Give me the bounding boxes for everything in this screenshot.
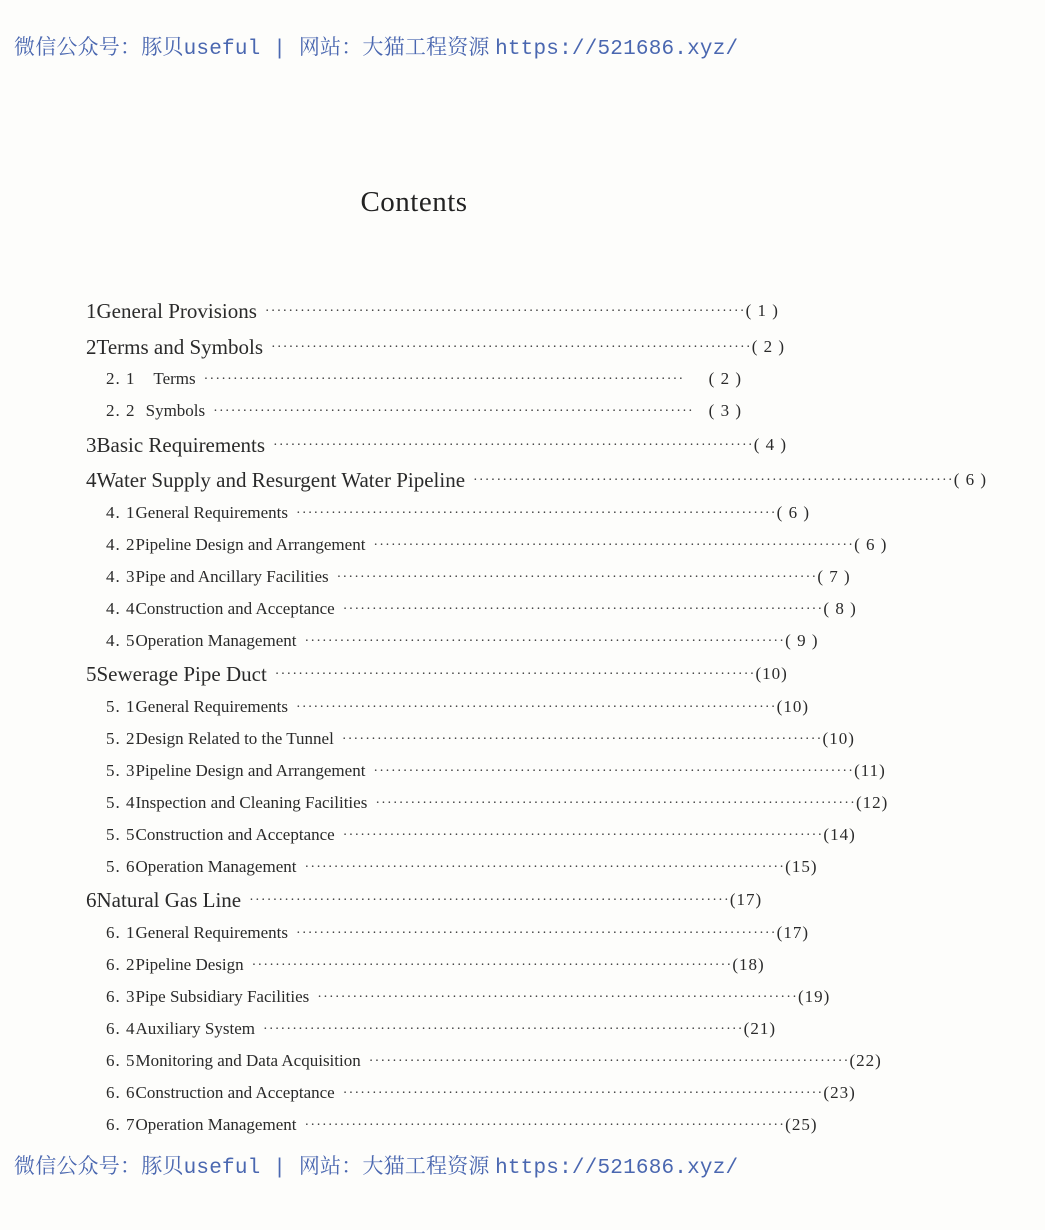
- watermark-prefix: 微信公众号：豚贝: [14, 35, 184, 59]
- toc-entry-number: 6. 5: [106, 1051, 136, 1070]
- toc-entry-page: ( 1 ): [745, 301, 779, 320]
- toc-entry-number: 6: [86, 887, 97, 912]
- toc-entry-page: ( 2 ): [751, 337, 786, 356]
- watermark-brand: useful: [183, 1157, 261, 1180]
- toc-dot-leader: ··················································································: [373, 764, 855, 779]
- toc-entry-title: Operation Management: [135, 631, 297, 650]
- toc-entry-number: 5: [86, 661, 97, 686]
- toc-section-row[interactable]: [0, 1078, 856, 1108]
- toc-entry-number: 3: [86, 432, 97, 457]
- toc-entry-number: 5. 1: [106, 697, 136, 716]
- toc-dot-leader: ··················································································: [295, 926, 777, 941]
- toc-entry-number: 4. 2: [106, 535, 136, 554]
- toc-entry-title: Auxiliary System: [135, 1019, 255, 1038]
- toc-dot-leader: ··················································································: [251, 958, 733, 973]
- toc-section-row[interactable]: [0, 530, 888, 560]
- toc-section-row[interactable]: [0, 594, 857, 624]
- watermark-url[interactable]: https://521686.xyz/: [495, 1157, 739, 1180]
- toc-entry-number: 6. 7: [106, 1115, 136, 1134]
- toc-entry-page: (23): [823, 1083, 856, 1102]
- watermark-top: [14, 31, 794, 61]
- toc-entry-title: General Requirements: [135, 923, 288, 942]
- toc-entry-number: 5. 2: [106, 729, 136, 748]
- toc-dot-leader: ··················································································: [249, 893, 730, 908]
- toc-entry-page: (10): [755, 664, 788, 683]
- toc-chapter-row[interactable]: [0, 885, 800, 915]
- toc-entry-page: ( 2 ): [708, 369, 742, 388]
- toc-section-row[interactable]: [0, 1014, 800, 1044]
- watermark-prefix: 微信公众号：豚贝: [14, 1154, 184, 1178]
- toc-dot-leader: ··················································································: [341, 732, 823, 747]
- watermark-separator: |: [260, 38, 299, 61]
- toc-entry-title: Pipe Subsidiary Facilities: [135, 987, 310, 1006]
- toc-entry-title: Construction and Acceptance: [135, 825, 335, 844]
- toc-dot-leader: ··················································································: [213, 404, 694, 419]
- toc-entry-number: 6. 6: [106, 1083, 136, 1102]
- toc-entry-number: 4. 5: [106, 631, 136, 650]
- toc-dot-leader: ··················································································: [317, 990, 798, 1005]
- toc-entry-title: Water Supply and Resurgent Water Pipeline: [96, 467, 466, 492]
- toc-entry-number: 2: [86, 334, 97, 359]
- toc-section-row[interactable]: [0, 1046, 882, 1076]
- toc-entry-page: (19): [797, 987, 831, 1006]
- toc-entry-title: Construction and Acceptance: [135, 599, 335, 618]
- toc-entry-title: Terms: [153, 369, 196, 388]
- toc-chapter-row[interactable]: [0, 659, 800, 689]
- toc-entry-title: Operation Management: [135, 857, 297, 876]
- toc-entry-title: Pipeline Design: [135, 955, 244, 974]
- toc-dot-leader: ··················································································: [304, 860, 786, 875]
- toc-entry-page: ( 3 ): [708, 401, 742, 420]
- toc-entry-number: 6. 3: [106, 987, 136, 1006]
- toc-entry-number: 5. 4: [106, 793, 136, 812]
- toc-entry-title: Pipe and Ancillary Facilities: [135, 567, 329, 586]
- toc-entry-title: General Requirements: [135, 697, 288, 716]
- toc-dot-leader: ··················································································: [342, 1086, 824, 1101]
- toc-entry-title: Pipeline Design and Arrangement: [135, 761, 366, 780]
- toc-dot-leader: ··················································································: [273, 438, 754, 453]
- toc-entry-title: General Requirements: [135, 503, 288, 522]
- toc-dot-leader: ··················································································: [262, 1022, 744, 1037]
- toc-dot-leader: ··················································································: [375, 796, 857, 811]
- toc-entry-number: 4. 1: [106, 503, 136, 522]
- toc-entry-title: Symbols: [145, 401, 206, 420]
- toc-section-row[interactable]: [0, 692, 809, 722]
- toc-entry-number: 6. 2: [106, 955, 136, 974]
- toc-dot-leader: ··················································································: [274, 667, 756, 682]
- toc-section-row[interactable]: [0, 852, 818, 882]
- toc-entry-page: ( 4 ): [753, 435, 788, 454]
- toc-entry-title: Inspection and Cleaning Facilities: [135, 793, 368, 812]
- toc-dot-leader: ··················································································: [373, 538, 855, 553]
- toc-entry-page: (21): [743, 1019, 776, 1038]
- toc-dot-leader: ··················································································: [304, 634, 786, 649]
- watermark-site-label: 网站：大猫工程资源: [298, 1154, 496, 1178]
- toc-entry-title: Operation Management: [135, 1115, 297, 1134]
- toc-entry-page: ( 6 ): [953, 470, 988, 489]
- toc-section-row[interactable]: [0, 950, 800, 980]
- toc-entry-title: Terms and Symbols: [96, 334, 264, 359]
- toc-entry-title: General Provisions: [96, 298, 257, 323]
- toc-entry-title: Design Related to the Tunnel: [135, 729, 334, 748]
- toc-dot-leader: ··················································································: [304, 1118, 786, 1133]
- toc-entry-page: ( 9 ): [785, 631, 819, 650]
- toc-entry-page: (17): [776, 923, 809, 942]
- toc-section-row[interactable]: [0, 918, 809, 948]
- page-title: Contents: [360, 186, 468, 218]
- toc-entry-number: 6. 1: [106, 923, 136, 942]
- toc-entry-page: ( 7 ): [817, 567, 851, 586]
- toc-entry-page: ( 8 ): [823, 599, 857, 618]
- toc-dot-leader: ··················································································: [203, 372, 685, 387]
- toc-entry-number: 5. 6: [106, 857, 136, 876]
- toc-section-row[interactable]: [0, 982, 831, 1012]
- toc-dot-leader: ··················································································: [342, 602, 824, 617]
- toc-entry-page: ( 6 ): [776, 503, 810, 522]
- toc-section-row[interactable]: [0, 756, 886, 786]
- toc-entry-page: (14): [823, 825, 856, 844]
- toc-section-row[interactable]: [0, 788, 889, 818]
- toc-entry-number: 1: [86, 298, 97, 323]
- toc-section-row[interactable]: [0, 364, 800, 394]
- toc-entry-page: (10): [776, 697, 809, 716]
- toc-dot-leader: ··················································································: [368, 1054, 850, 1069]
- toc-chapter-row[interactable]: [0, 430, 800, 460]
- watermark-bottom: [14, 1150, 794, 1180]
- watermark-url[interactable]: https://521686.xyz/: [495, 38, 739, 61]
- toc-entry-page: (11): [854, 761, 886, 780]
- toc-entry-title: Natural Gas Line: [96, 887, 242, 912]
- toc-chapter-row[interactable]: [0, 296, 800, 326]
- toc-section-row[interactable]: [0, 396, 800, 426]
- toc-entry-title: Monitoring and Data Acquisition: [135, 1051, 361, 1070]
- watermark-separator: |: [260, 1157, 299, 1180]
- watermark-brand: useful: [183, 38, 261, 61]
- toc-dot-leader: ··················································································: [271, 340, 752, 355]
- toc-section-row[interactable]: [0, 626, 819, 656]
- toc-section-row[interactable]: [0, 1110, 818, 1140]
- toc-entry-number: 5. 5: [106, 825, 136, 844]
- toc-chapter-row[interactable]: [0, 465, 988, 495]
- toc-entry-page: (10): [822, 729, 855, 748]
- toc-entry-number: 4. 4: [106, 599, 136, 618]
- toc-entry-page: (12): [856, 793, 889, 812]
- toc-entry-number: 5. 3: [106, 761, 136, 780]
- toc-entry-number: 4. 3: [106, 567, 136, 586]
- toc-entry-number: 2. 2: [106, 401, 136, 420]
- toc-entry-page: ( 6 ): [854, 535, 888, 554]
- toc-entry-number: 2. 1: [106, 369, 136, 388]
- toc-entry-title: Sewerage Pipe Duct: [96, 661, 267, 686]
- toc-entry-page: (25): [785, 1115, 818, 1134]
- toc-entry-page: (15): [785, 857, 818, 876]
- toc-section-row[interactable]: [0, 724, 855, 754]
- watermark-site-label: 网站：大猫工程资源: [298, 35, 496, 59]
- toc-entry-title: Basic Requirements: [96, 432, 266, 457]
- toc-entry-number: 4: [86, 467, 97, 492]
- toc-section-row[interactable]: [0, 562, 851, 592]
- toc-entry-title: Pipeline Design and Arrangement: [135, 535, 366, 554]
- toc-dot-leader: ··················································································: [342, 828, 824, 843]
- toc-entry-page: (17): [729, 890, 763, 909]
- toc-section-row[interactable]: [0, 820, 856, 850]
- toc-entry-title: Construction and Acceptance: [135, 1083, 335, 1102]
- toc-entry-page: (18): [732, 955, 765, 974]
- toc-section-row[interactable]: [0, 498, 810, 528]
- toc-dot-leader: ··················································································: [473, 473, 954, 488]
- toc-dot-leader: ··················································································: [295, 506, 777, 521]
- toc-entry-number: 6. 4: [106, 1019, 136, 1038]
- toc-chapter-row[interactable]: [0, 332, 800, 362]
- toc-entry-page: (22): [849, 1051, 882, 1070]
- toc-dot-leader: ··················································································: [295, 700, 777, 715]
- toc-dot-leader: ··················································································: [264, 304, 746, 319]
- toc-dot-leader: ··················································································: [336, 570, 818, 585]
